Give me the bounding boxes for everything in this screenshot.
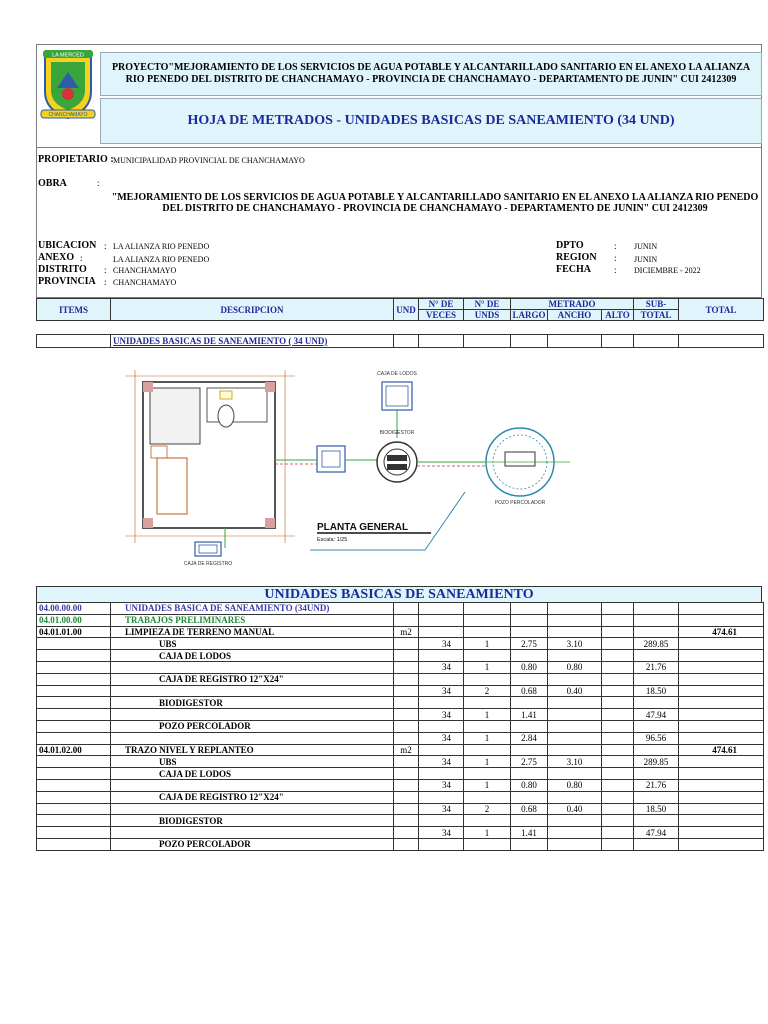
largo: 1.41 xyxy=(511,827,548,839)
distrito-value: CHANCHAMAYO xyxy=(113,266,177,275)
unit xyxy=(394,768,419,780)
item-code xyxy=(37,803,111,815)
item-code xyxy=(37,720,111,732)
subtotal xyxy=(634,815,679,827)
alto xyxy=(602,756,634,768)
veces xyxy=(419,697,464,709)
col-subtotal-2: TOTAL xyxy=(634,310,679,321)
veces: 34 xyxy=(419,827,464,839)
subtotal: 96.56 xyxy=(634,732,679,744)
unds xyxy=(464,673,511,685)
alto xyxy=(602,614,634,626)
propietario-label: PROPIETARIO : xyxy=(38,154,114,165)
alto xyxy=(602,709,634,721)
total xyxy=(679,685,764,697)
subtotal: 18.50 xyxy=(634,685,679,697)
item-code: 04.01.01.00 xyxy=(37,626,111,638)
largo xyxy=(511,791,548,803)
col-alto: ALTO xyxy=(602,310,634,321)
item-description xyxy=(111,803,394,815)
unit xyxy=(394,815,419,827)
ancho xyxy=(548,732,602,744)
unit xyxy=(394,614,419,626)
veces xyxy=(419,768,464,780)
colon: : xyxy=(80,253,83,263)
total xyxy=(679,827,764,839)
unds: 1 xyxy=(464,827,511,839)
table-row xyxy=(37,603,764,615)
subtotal: 47.94 xyxy=(634,709,679,721)
subtotal xyxy=(634,614,679,626)
unds: 2 xyxy=(464,685,511,697)
largo xyxy=(511,720,548,732)
unds: 1 xyxy=(464,638,511,650)
label-caja-lodos: CAJA DE LODOS xyxy=(377,371,417,377)
subtotal xyxy=(634,768,679,780)
ubicacion-value: LA ALIANZA RIO PENEDO xyxy=(113,242,210,251)
unit xyxy=(394,732,419,744)
table-row xyxy=(37,720,764,732)
colon: : xyxy=(614,253,617,263)
table-row xyxy=(37,779,764,791)
table-row xyxy=(37,685,764,697)
item-code xyxy=(37,661,111,673)
ancho: 0.40 xyxy=(548,685,602,697)
item-description: TRABAJOS PRELIMINARES xyxy=(111,614,394,626)
unit xyxy=(394,803,419,815)
subtotal: 18.50 xyxy=(634,803,679,815)
total xyxy=(679,697,764,709)
col-unds-1: N° DE xyxy=(464,299,511,310)
colon: : xyxy=(104,241,107,251)
unit xyxy=(394,827,419,839)
total xyxy=(679,614,764,626)
table-row xyxy=(37,697,764,709)
ancho: 0.40 xyxy=(548,803,602,815)
veces: 34 xyxy=(419,756,464,768)
unit xyxy=(394,709,419,721)
item-code: 04.01.02.00 xyxy=(37,744,111,756)
alto xyxy=(602,791,634,803)
item-code xyxy=(37,815,111,827)
veces: 34 xyxy=(419,732,464,744)
item-code xyxy=(37,673,111,685)
col-items: ITEMS xyxy=(37,299,111,321)
label-caja-registro: CAJA DE REGISTRO xyxy=(183,561,233,567)
ancho: 0.80 xyxy=(548,779,602,791)
colon: : xyxy=(614,241,617,251)
subtotal: 289.85 xyxy=(634,638,679,650)
unds xyxy=(464,614,511,626)
unds xyxy=(464,626,511,638)
veces xyxy=(419,720,464,732)
column-header xyxy=(36,298,764,321)
fecha-value: DICIEMBRE - 2022 xyxy=(634,266,701,275)
alto xyxy=(602,603,634,615)
alto xyxy=(602,815,634,827)
table-row xyxy=(37,768,764,780)
subtotal: 21.76 xyxy=(634,661,679,673)
veces xyxy=(419,791,464,803)
ubicacion-label: UBICACION xyxy=(38,240,97,251)
veces xyxy=(419,650,464,662)
anexo-label: ANEXO xyxy=(38,252,75,263)
unds: 1 xyxy=(464,661,511,673)
section-row xyxy=(36,334,764,348)
item-code xyxy=(37,768,111,780)
table-row xyxy=(37,838,764,850)
table-row xyxy=(37,756,764,768)
sub-description: UBS xyxy=(111,756,394,768)
veces xyxy=(419,603,464,615)
logo-text-bottom: CHANCHAMAYO xyxy=(48,112,88,118)
unit xyxy=(394,791,419,803)
dpto-label: DPTO xyxy=(556,240,584,251)
item-description: LIMPIEZA DE TERRENO MANUAL xyxy=(111,626,394,638)
veces xyxy=(419,673,464,685)
alto xyxy=(602,673,634,685)
subtotal xyxy=(634,626,679,638)
subtotal: 47.94 xyxy=(634,827,679,839)
subtotal xyxy=(634,838,679,850)
dpto-value: JUNIN xyxy=(634,242,658,251)
col-metrado: METRADO xyxy=(511,299,634,310)
col-subtotal-1: SUB- xyxy=(634,299,679,310)
obra-description: "MEJORAMIENTO DE LOS SERVICIOS DE AGUA POTABLE Y ALCANTARILLADO SANITARIO EN EL ANEXO LA ALIANZA RIO PENEDO DEL DISTRITO DE CHANCHAMAYO - PROVINCIA DE CHANCHAMAYO - DEPARTAMENTO DE JUNIN" CUI 2412309 xyxy=(111,192,759,214)
item-code xyxy=(37,838,111,850)
col-und: UND xyxy=(394,299,419,321)
item-code: 04.00.00.00 xyxy=(37,603,111,615)
ancho xyxy=(548,614,602,626)
subtotal xyxy=(634,603,679,615)
ancho xyxy=(548,673,602,685)
subtotal: 289.85 xyxy=(634,756,679,768)
unit xyxy=(394,661,419,673)
alto xyxy=(602,638,634,650)
item-description xyxy=(111,827,394,839)
col-ancho: ANCHO xyxy=(548,310,602,321)
alto xyxy=(602,768,634,780)
item-description xyxy=(111,661,394,673)
ancho xyxy=(548,838,602,850)
veces xyxy=(419,626,464,638)
subtotal xyxy=(634,697,679,709)
item-code xyxy=(37,697,111,709)
alto xyxy=(602,827,634,839)
largo xyxy=(511,697,548,709)
veces: 34 xyxy=(419,685,464,697)
item-description: TRAZO NIVEL Y REPLANTEO xyxy=(111,744,394,756)
item-code xyxy=(37,791,111,803)
total xyxy=(679,779,764,791)
total xyxy=(679,803,764,815)
sub-description: CAJA DE LODOS xyxy=(111,768,394,780)
ancho xyxy=(548,791,602,803)
total xyxy=(679,603,764,615)
item-code xyxy=(37,732,111,744)
table-row xyxy=(37,614,764,626)
ancho xyxy=(548,720,602,732)
item-code xyxy=(37,638,111,650)
total xyxy=(679,815,764,827)
unds: 2 xyxy=(464,803,511,815)
total xyxy=(679,756,764,768)
total xyxy=(679,673,764,685)
veces xyxy=(419,815,464,827)
unds xyxy=(464,720,511,732)
item-code xyxy=(37,827,111,839)
unit xyxy=(394,650,419,662)
col-descripcion: DESCRIPCION xyxy=(111,299,394,321)
col-veces-1: N° DE xyxy=(419,299,464,310)
item-description: UNIDADES BASICA DE SANEAMIENTO (34UND) xyxy=(111,603,394,615)
alto xyxy=(602,697,634,709)
alto xyxy=(602,650,634,662)
unit xyxy=(394,697,419,709)
ancho xyxy=(548,709,602,721)
table-row xyxy=(37,673,764,685)
propietario-value: MUNICIPALIDAD PROVINCIAL DE CHANCHAMAYO xyxy=(113,156,305,165)
unds: 1 xyxy=(464,709,511,721)
alto xyxy=(602,626,634,638)
total xyxy=(679,720,764,732)
obra-colon: : xyxy=(97,178,100,188)
largo xyxy=(511,603,548,615)
section-header-link[interactable]: UNIDADES BASICAS DE SANEAMIENTO ( 34 UND) xyxy=(111,335,394,348)
sub-description: BIODIGESTOR xyxy=(111,815,394,827)
provincia-label: PROVINCIA xyxy=(38,276,96,287)
largo xyxy=(511,650,548,662)
planta-general-scale: Escala: 1/25 xyxy=(317,537,348,543)
veces: 34 xyxy=(419,709,464,721)
unds xyxy=(464,768,511,780)
ancho xyxy=(548,768,602,780)
item-description xyxy=(111,732,394,744)
sub-description: CAJA DE LODOS xyxy=(111,650,394,662)
sub-description: CAJA DE REGISTRO 12"X24" xyxy=(111,673,394,685)
alto xyxy=(602,661,634,673)
table-row xyxy=(37,827,764,839)
veces: 34 xyxy=(419,638,464,650)
table-row xyxy=(37,791,764,803)
largo: 2.75 xyxy=(511,756,548,768)
largo xyxy=(511,838,548,850)
col-total: TOTAL xyxy=(679,299,764,321)
colon: : xyxy=(614,265,617,275)
alto xyxy=(602,803,634,815)
total xyxy=(679,661,764,673)
table-row xyxy=(37,815,764,827)
metrado-table xyxy=(36,602,764,851)
table-row xyxy=(37,626,764,638)
veces: 34 xyxy=(419,803,464,815)
planta-general-title: PLANTA GENERAL xyxy=(317,522,409,533)
subtotal xyxy=(634,673,679,685)
ancho xyxy=(548,626,602,638)
total xyxy=(679,638,764,650)
distrito-label: DISTRITO xyxy=(38,264,87,275)
obra-label: OBRA xyxy=(38,178,67,189)
ancho xyxy=(548,815,602,827)
unds xyxy=(464,650,511,662)
largo xyxy=(511,626,548,638)
largo: 0.80 xyxy=(511,779,548,791)
sheet-title: HOJA DE METRADOS - UNIDADES BASICAS DE SANEAMIENTO (34 UND) xyxy=(100,98,762,144)
item-code: 04.01.00.00 xyxy=(37,614,111,626)
col-veces-2: VECES xyxy=(419,310,464,321)
total: 474.61 xyxy=(679,626,764,638)
largo: 0.80 xyxy=(511,661,548,673)
largo: 2.75 xyxy=(511,638,548,650)
largo xyxy=(511,614,548,626)
sub-description: BIODIGESTOR xyxy=(111,697,394,709)
total: 474.61 xyxy=(679,744,764,756)
alto xyxy=(602,744,634,756)
region-label: REGION xyxy=(556,252,597,263)
unds: 1 xyxy=(464,756,511,768)
table-row xyxy=(37,638,764,650)
subtotal xyxy=(634,744,679,756)
unit xyxy=(394,838,419,850)
unit xyxy=(394,638,419,650)
item-description xyxy=(111,685,394,697)
colon: : xyxy=(104,277,107,287)
item-code xyxy=(37,709,111,721)
ancho xyxy=(548,650,602,662)
total xyxy=(679,838,764,850)
ancho: 0.80 xyxy=(548,661,602,673)
colon: : xyxy=(104,265,107,275)
ancho xyxy=(548,744,602,756)
item-code xyxy=(37,685,111,697)
unds: 1 xyxy=(464,779,511,791)
sub-description: POZO PERCOLADOR xyxy=(111,838,394,850)
table-row xyxy=(37,732,764,744)
largo xyxy=(511,768,548,780)
subtotal: 21.76 xyxy=(634,779,679,791)
ancho xyxy=(548,603,602,615)
unds xyxy=(464,838,511,850)
largo: 1.41 xyxy=(511,709,548,721)
table-row xyxy=(37,661,764,673)
item-code xyxy=(37,779,111,791)
logo-text-top: LA MERCED xyxy=(52,52,84,59)
label-biodigestor: BIODIGESTOR xyxy=(379,430,415,436)
largo: 0.68 xyxy=(511,685,548,697)
unds xyxy=(464,697,511,709)
unit xyxy=(394,673,419,685)
largo xyxy=(511,673,548,685)
largo: 0.68 xyxy=(511,803,548,815)
veces xyxy=(419,838,464,850)
provincia-value: CHANCHAMAYO xyxy=(113,278,177,287)
anexo-value: LA ALIANZA RIO PENEDO xyxy=(113,255,210,264)
total xyxy=(679,791,764,803)
unds xyxy=(464,603,511,615)
ancho xyxy=(548,697,602,709)
alto xyxy=(602,732,634,744)
unit xyxy=(394,779,419,791)
largo xyxy=(511,744,548,756)
unit: m2 xyxy=(394,626,419,638)
item-description xyxy=(111,709,394,721)
unds xyxy=(464,815,511,827)
unit xyxy=(394,720,419,732)
largo: 2.84 xyxy=(511,732,548,744)
table-row xyxy=(37,744,764,756)
item-code xyxy=(37,650,111,662)
largo xyxy=(511,815,548,827)
veces: 34 xyxy=(419,779,464,791)
table-row xyxy=(37,709,764,721)
ancho: 3.10 xyxy=(548,638,602,650)
ancho xyxy=(548,827,602,839)
unds xyxy=(464,791,511,803)
unit: m2 xyxy=(394,744,419,756)
col-unds-2: UNDS xyxy=(464,310,511,321)
total xyxy=(679,732,764,744)
sub-description: CAJA DE REGISTRO 12"X24" xyxy=(111,791,394,803)
alto xyxy=(602,685,634,697)
fecha-label: FECHA xyxy=(556,264,591,275)
lower-title: UNIDADES BASICAS DE SANEAMIENTO xyxy=(36,586,762,602)
veces xyxy=(419,744,464,756)
alto xyxy=(602,720,634,732)
item-code xyxy=(37,756,111,768)
label-pozo: POZO PERCOLADOR xyxy=(494,500,546,506)
unds xyxy=(464,744,511,756)
subtotal xyxy=(634,720,679,732)
alto xyxy=(602,779,634,791)
total xyxy=(679,650,764,662)
veces: 34 xyxy=(419,661,464,673)
unit xyxy=(394,685,419,697)
sub-description: UBS xyxy=(111,638,394,650)
unit xyxy=(394,603,419,615)
subtotal xyxy=(634,650,679,662)
table-row xyxy=(37,650,764,662)
table-row xyxy=(37,803,764,815)
subtotal xyxy=(634,791,679,803)
alto xyxy=(602,838,634,850)
unit xyxy=(394,756,419,768)
municipal-logo-icon xyxy=(37,48,99,120)
unds: 1 xyxy=(464,732,511,744)
total xyxy=(679,709,764,721)
project-title: PROYECTO"MEJORAMIENTO DE LOS SERVICIOS DE AGUA POTABLE Y ALCANTARILLADO SANITARIO EN EL ANEXO LA ALIANZA RIO PENEDO DEL DISTRITO DE CHANCHAMAYO - PROVINCIA DE CHANCHAMAYO - DEPARTAMENTO DE JUNIN" CUI 2412309 xyxy=(100,52,762,96)
col-largo: LARGO xyxy=(512,310,546,320)
info-frame xyxy=(36,148,762,298)
veces xyxy=(419,614,464,626)
total xyxy=(679,768,764,780)
region-value: JUNIN xyxy=(634,255,658,264)
sub-description: POZO PERCOLADOR xyxy=(111,720,394,732)
planta-general-drawing xyxy=(95,358,585,588)
item-description xyxy=(111,779,394,791)
ancho: 3.10 xyxy=(548,756,602,768)
